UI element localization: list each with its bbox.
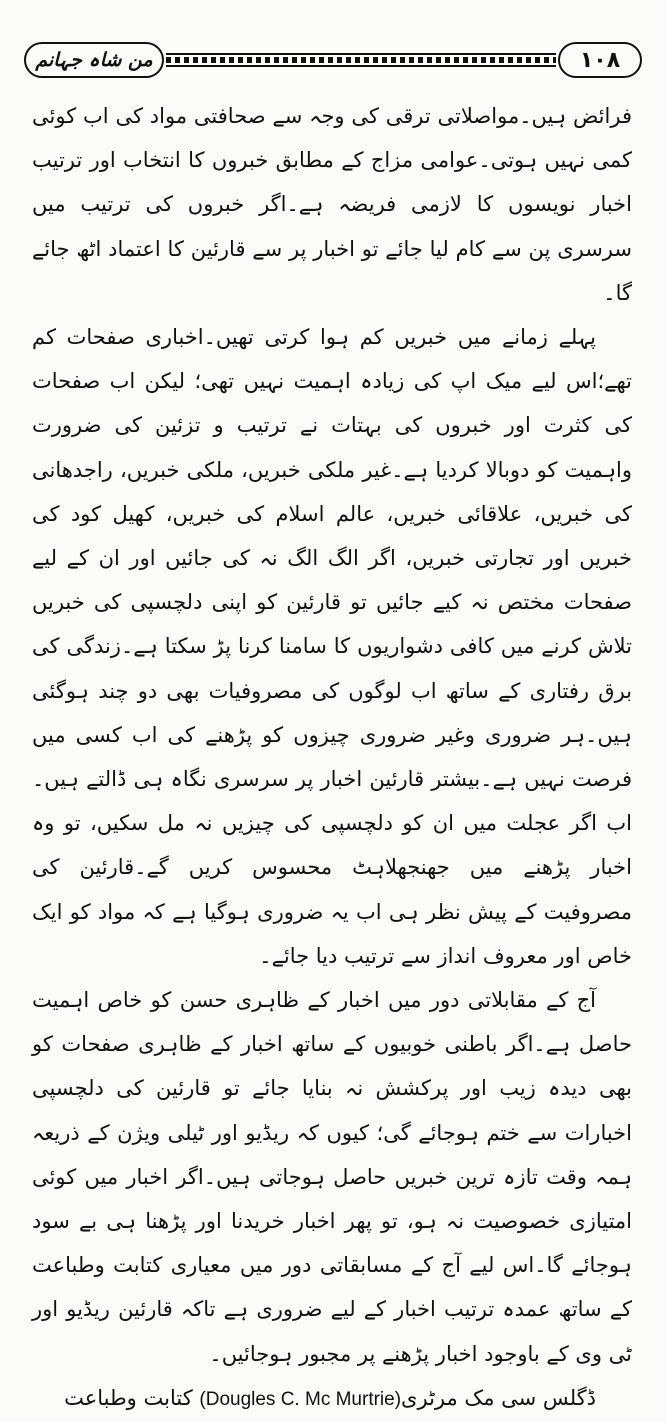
author-name-urdu: ڈگلس سی مک مرٹری [401,1385,596,1410]
header-ornament-rule [166,52,556,68]
paragraph: فرائض ہیں۔مواصلاتی ترقی کی وجہ سے صحافتی مواد کی اب کوئی کمی نہیں ہوتی۔عوامی مزاج کے مطابق خبروں کا انتخاب اور ترتیب اخبار نویسوں کا لازمی فریضہ ہے۔اگر خبروں کی ترتیب میں سرسری پن سے کام لیا جائے تو اخبار پر سے قارئین کا اعتماد اٹھ جائے گا۔ [32,104,632,305]
book-title: من شاہ جہانم [24,42,164,78]
author-name-latin: (Dougles C. Mc Murtrie) [199,1388,402,1410]
paragraph: پہلے زمانے میں خبریں کم ہوا کرتی تھیں۔اخباری صفحات کم تھے؛اس لیے میک اپ کی زیادہ اہمیت نہیں تھی؛ لیکن اب صفحات کی کثرت اور خبروں کی بہتات نے ترتیب و تزئین کی ضرورت واہمیت کو دوبالا کردیا ہے۔غیر ملکی خبریں، ملکی خبریں، راجدھانی کی خبریں، علاقائی خبریں، عالم اسلام کی خبریں، کھیل کود کی خبریں اور تجارتی خبریں، اگر الگ الگ نہ کی جائیں اور ان کے لیے صفحات مختص نہ کیے جائیں تو قارئین کو اپنی دلچسپی کی خبریں تلاش کرنے میں کافی دشواریوں کا سامنا کرنا پڑ سکتا ہے۔زندگی کی برق رفتاری کے ساتھ اب لوگوں کی مصروفیات بھی دو چند ہوگئی ہیں۔ہر ضروری وغیر ضروری چیزوں کو پڑھنے کی اب کسی میں فرصت نہیں ہے۔بیشتر قارئین اخبار پر سرسری نگاہ ہی ڈالتے ہیں۔اب اگر عجلت میں ان کو دلچسپی کی چیزیں نہ مل سکیں، تو وہ اخبار پڑھنے میں جھنجھلاہٹ محسوس کریں گے۔قارئین کی مصروفیت کے پیش نظر ہی اب یہ ضروری ہوگیا ہے کہ مواد کو ایک خاص اور معروف انداز سے ترتیب دیا جائے۔ [32,325,632,968]
page-header [24,42,642,84]
paragraph [32,1376,632,1422]
page-body [32,94,632,1422]
paragraph: آج کے مقابلاتی دور میں اخبار کے ظاہری حسن کو خاص اہمیت حاصل ہے۔اگر باطنی خوبیوں کے ساتھ اخبار کے ظاہری صفحات کو بھی دیدہ زیب اور پرکشش نہ بنایا جائے تو قارئین کی دلچسپی اخبارات سے ختم ہوجائے گی؛ کیوں کہ ریڈیو اور ٹیلی ویژن کے ذریعہ ہمہ وقت تازہ ترین خبریں حاصل ہوجاتی ہیں۔اگر اخبار میں کوئی امتیازی خصوصیت نہ ہو، تو پھر اخبار خریدنا اور پڑھنا ہی بے سود ہوجائے گا۔اس لیے آج کے مسابقاتی دور میں معیاری کتابت وطباعت کے ساتھ عمدہ ترتیب اخبار کے لیے ضروری ہے تاکہ قارئین ریڈیو اور ٹی وی کے باوجود اخبار پڑھنے پر مجبور ہوجائیں۔ [32,988,632,1366]
page-number: ۱۰۸ [558,42,642,78]
paragraph-continuation: کتابت وطباعت [64,1385,193,1410]
